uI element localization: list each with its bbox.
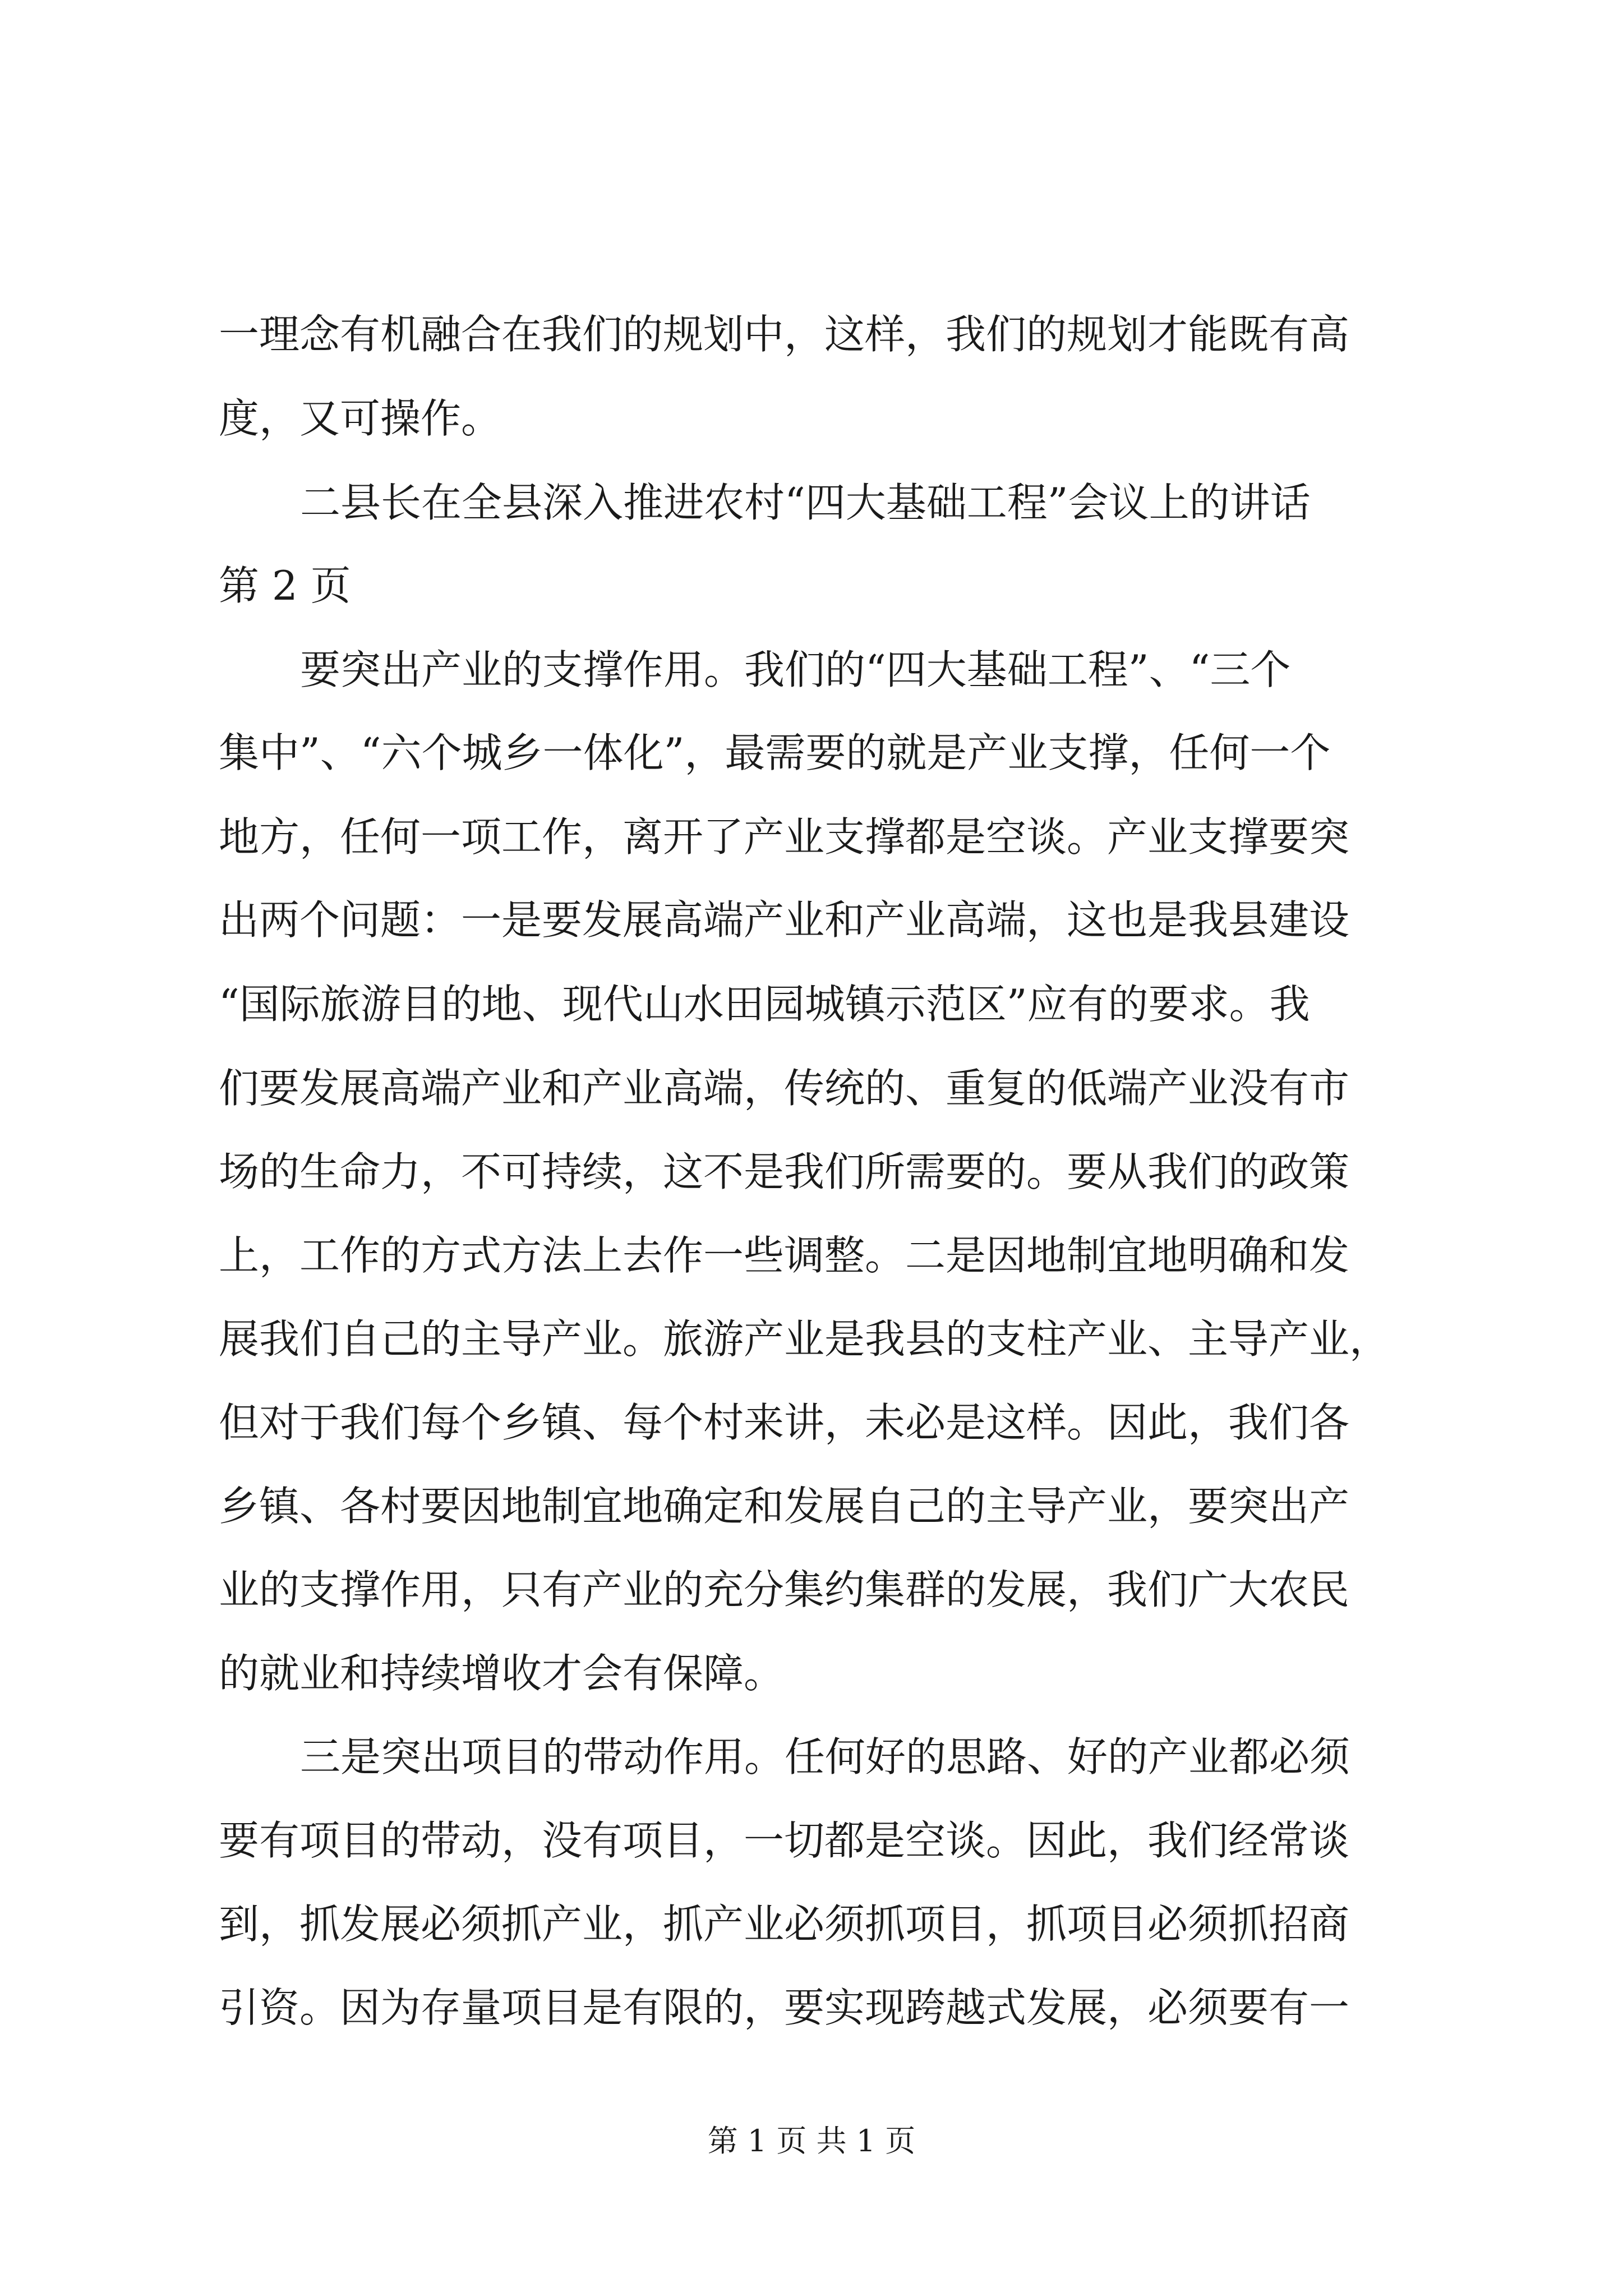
text-line-1: 一理念有机融合在我们的规划中，这样，我们的规划才能既有高 (219, 311, 1350, 358)
text-line-12: 上，工作的方式方法上去作一些调整。二是因地制宜地明确和发 (219, 1232, 1350, 1279)
page-footer: 第 1 页 共 1 页 (707, 2123, 916, 2159)
text-line-7: 地方，任何一项工作，离开了产业支撑都是空谈。产业支撑要突 (219, 813, 1350, 861)
text-line-14: 但对于我们每个乡镇、每个村来讲，未必是这样。因此，我们各 (219, 1399, 1350, 1446)
text-line-4: 第 2 页 (219, 562, 351, 609)
text-line-9: “国际旅游目的地、现代山水田园城镇示范区”应有的要求。我 (219, 981, 1310, 1028)
text-line-10: 们要发展高端产业和产业高端，传统的、重复的低端产业没有市 (219, 1065, 1350, 1112)
text-line-5: 要突出产业的支撑作用。我们的“四大基础工程”、“三个 (300, 646, 1291, 693)
text-line-15: 乡镇、各村要因地制宜地确定和发展自己的主导产业，要突出产 (219, 1483, 1350, 1530)
text-line-19: 要有项目的带动，没有项目，一切都是空谈。因此，我们经常谈 (219, 1817, 1350, 1864)
text-line-18: 三是突出项目的带动作用。任何好的思路、好的产业都必须 (300, 1733, 1350, 1780)
text-line-11: 场的生命力，不可持续，这不是我们所需要的。要从我们的政策 (219, 1148, 1350, 1195)
text-line-8: 出两个问题：一是要发展高端产业和产业高端，这也是我县建设 (219, 896, 1350, 944)
text-line-13: 展我们自己的主导产业。旅游产业是我县的支柱产业、主导产业， (219, 1315, 1390, 1363)
text-line-16: 业的支撑作用，只有产业的充分集约集群的发展，我们广大农民 (219, 1566, 1350, 1613)
text-line-6: 集中”、“六个城乡一体化”，最需要的就是产业支撑，任何一个 (219, 729, 1331, 776)
text-line-20: 到，抓发展必须抓产业，抓产业必须抓项目，抓项目必须抓招商 (219, 1901, 1350, 1948)
text-line-3: 二县长在全县深入推进农村“四大基础工程”会议上的讲话 (300, 479, 1311, 526)
text-line-21: 引资。因为存量项目是有限的，要实现跨越式发展，必须要有一 (219, 1984, 1350, 2031)
text-line-17: 的就业和持续增收才会有保障。 (219, 1650, 785, 1697)
text-line-2: 度，又可操作。 (219, 395, 502, 442)
